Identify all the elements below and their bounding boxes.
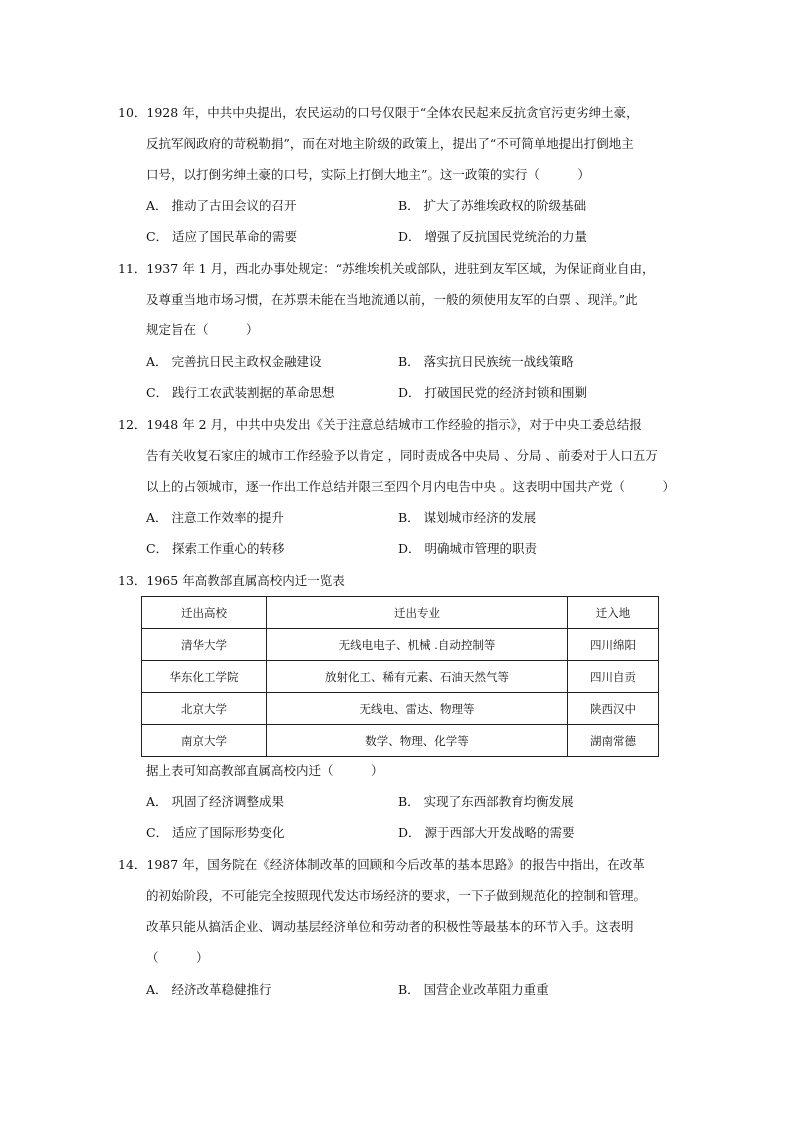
q12-line-2: 告有关收复石家庄的城市工作经验予以肯定 ，同时责成各中央局 、分局 、前委对于人口五万 <box>146 448 658 463</box>
q11-option-a[interactable]: A． 完善抗日民主政权金融建设 <box>146 354 322 369</box>
q13-option-d[interactable]: D． 源于西部大开发战略的需要 <box>398 825 575 840</box>
q14-option-b[interactable]: B． 国营企业改革阻力重重 <box>398 982 549 997</box>
table-header-cell: 迁入地 <box>568 597 659 629</box>
q11-option-c[interactable]: C． 践行工农武装割据的革命思想 <box>146 385 335 400</box>
q10-line-3: 口号，以打倒劣绅土豪的口号，实际上打倒大地主”。这一政策的实行（ ） <box>146 167 590 182</box>
table-cell: 无线电电子、机械 .自动控制等 <box>267 629 568 661</box>
q12-option-c[interactable]: C． 探索工作重心的转移 <box>146 541 285 556</box>
q12-line-1: 12．1948 年 2 月，中共中央发出《关于注意总结城市工作经验的指示》，对于中央工委总结报 <box>118 417 642 432</box>
q10-option-b[interactable]: B． 扩大了苏维埃政权的阶级基础 <box>398 198 587 213</box>
q12-line-3: 以上的占领城市，逐一作出工作总结并限三至四个月内电告中央 。这表明中国共产党（ ） <box>146 479 675 494</box>
q12-option-a[interactable]: A． 注意工作效率的提升 <box>146 510 285 525</box>
table-cell: 无线电、雷达、物理等 <box>267 693 568 725</box>
q14-line-3: 改革只能从搞活企业、调动基层经济单位和劳动者的积极性等最基本的环节入手。这表明 <box>146 919 634 934</box>
table-cell: 四川自贡 <box>568 661 659 693</box>
q12-option-b[interactable]: B． 谋划城市经济的发展 <box>398 510 537 525</box>
q11-line-2: 及尊重当地市场习惯，在苏票未能在当地流通以前，一般的须使用友军的白票 、现洋。”此 <box>146 292 638 307</box>
q13-option-a[interactable]: A． 巩固了经济调整成果 <box>146 794 285 809</box>
table-cell: 放射化工、稀有元素、石油天然气等 <box>267 661 568 693</box>
q11-option-d[interactable]: D． 打破国民党的经济封锁和围剿 <box>398 385 587 400</box>
table-cell: 数学、物理、化学等 <box>267 725 568 757</box>
table-header-row <box>142 597 659 629</box>
q13-option-c[interactable]: C． 适应了国际形势变化 <box>146 825 285 840</box>
q14-line-1: 14．1987 年，国务院在《经济体制改革的回顾和今后改革的基本思路》的报告中指出，在改革 <box>118 857 645 872</box>
q13-stem: 据上表可知高教部直属高校内迁（ ） <box>146 763 384 778</box>
q13-line-1: 13．1965 年高教部直属高校内迁一览表 <box>118 573 345 588</box>
q10-option-a[interactable]: A． 推动了古田会议的召开 <box>146 198 297 213</box>
q12-option-d[interactable]: D． 明确城市管理的职责 <box>398 541 537 556</box>
table-cell: 清华大学 <box>142 629 267 661</box>
table-cell: 北京大学 <box>142 693 267 725</box>
q14-line-4: （ ） <box>146 950 209 965</box>
table-row <box>142 693 659 725</box>
table-cell: 陕西汉中 <box>568 693 659 725</box>
table-cell: 南京大学 <box>142 725 267 757</box>
table-header-cell: 迁出高校 <box>142 597 267 629</box>
q10-line-2: 反抗军阀政府的苛税勒捐”，而在对地主阶级的政策上，提出了“不可简单地提出打倒地主 <box>146 136 634 151</box>
q10-option-d[interactable]: D． 增强了反抗国民党统治的力量 <box>398 229 587 244</box>
q10-option-c[interactable]: C． 适应了国民革命的需要 <box>146 229 298 244</box>
table-cell: 华东化工学院 <box>142 661 267 693</box>
q14-line-2: 的初始阶段，不可能完全按照现代发达市场经济的要求，一下子做到规范化的控制和管理。 <box>146 888 647 903</box>
table-row <box>142 629 659 661</box>
relocation-table <box>141 596 659 757</box>
q11-option-b[interactable]: B． 落实抗日民族统一战线策略 <box>398 354 574 369</box>
q14-option-a[interactable]: A． 经济改革稳健推行 <box>146 982 272 997</box>
q11-line-3: 规定旨在（ ） <box>146 322 259 337</box>
table-cell: 四川绵阳 <box>568 629 659 661</box>
table-header-cell: 迁出专业 <box>267 597 568 629</box>
q11-line-1: 11．1937 年 1 月，西北办事处规定：“苏维埃机关或部队，进驻到友军区域，为保证商业自由， <box>118 261 655 276</box>
q13-option-b[interactable]: B． 实现了东西部教育均衡发展 <box>398 794 574 809</box>
table-row <box>142 725 659 757</box>
table-row <box>142 661 659 693</box>
q10-line-1: 10．1928 年，中共中央提出，农民运动的口号仅限于“全体农民起来反抗贪官污吏劣绅土豪， <box>118 105 639 120</box>
table-cell: 湖南常德 <box>568 725 659 757</box>
